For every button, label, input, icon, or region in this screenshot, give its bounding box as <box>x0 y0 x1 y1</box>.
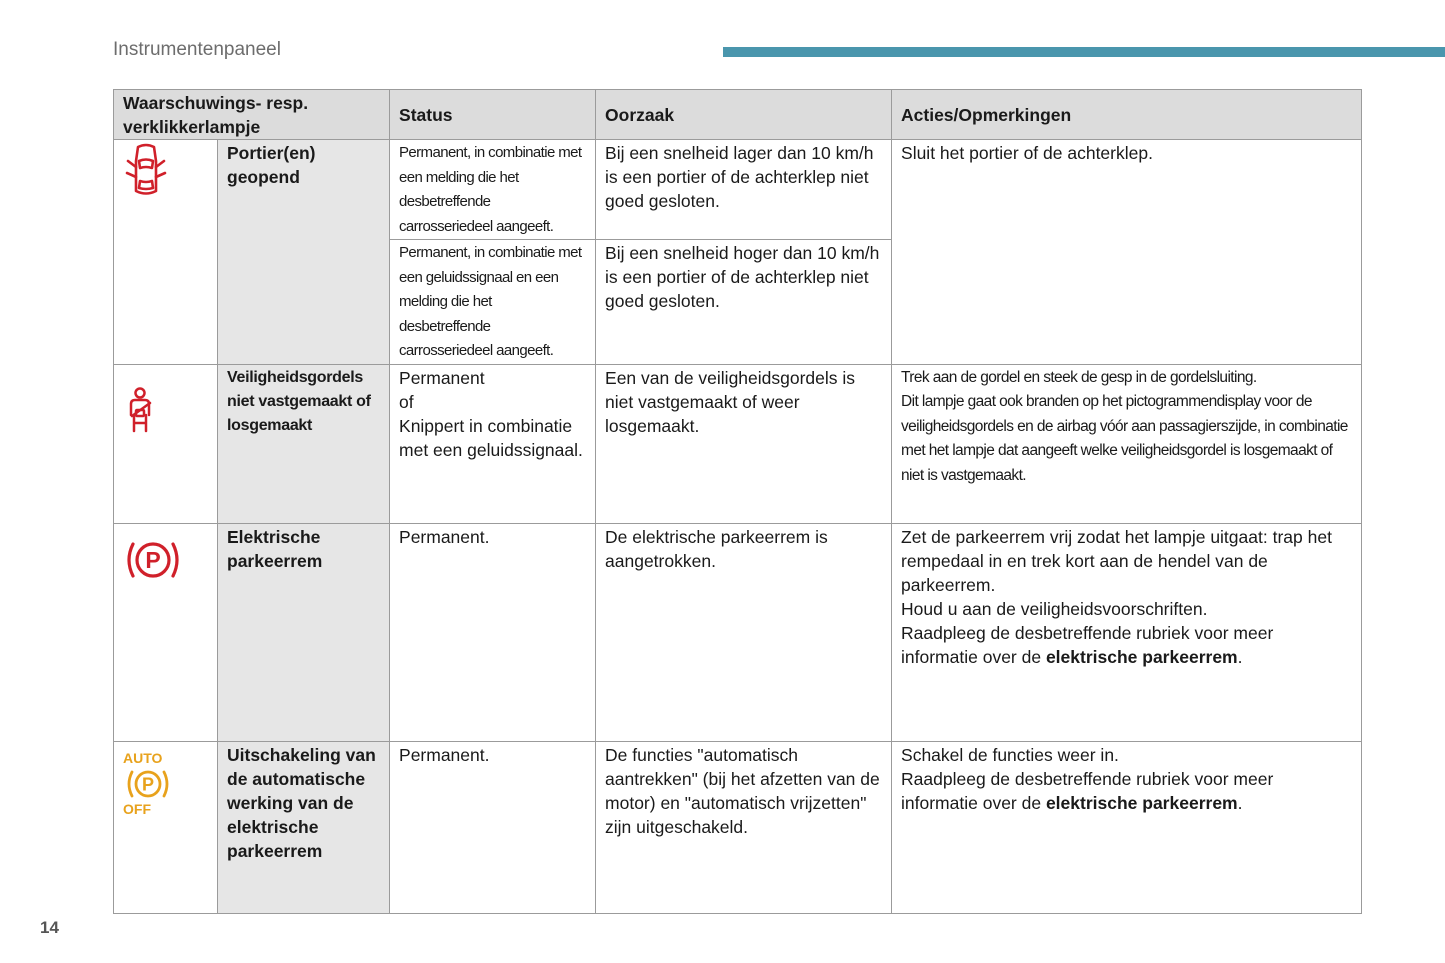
lamp-name: Uitschakeling van de automatische werking van de elektrische parkeerrem <box>218 741 390 913</box>
actions-text: . <box>1237 646 1243 667</box>
door-open-icon <box>123 141 169 199</box>
header-lamp: Waarschuwings- resp. verklikkerlampje <box>114 90 390 140</box>
off-label: OFF <box>123 800 151 817</box>
actions-line: Zet de parkeerrem vrij zodat het lampje uitgaat: trap het rempedaal in en trek kort aan de hendel van de parkeerrem. <box>901 526 1332 595</box>
status-cell: Permanent, in combinatie met een melding die het desbetreffende carrosseriedeel aangeeft. <box>390 140 596 240</box>
svg-text:P: P <box>141 774 155 794</box>
auto-brake-icon-cell <box>114 741 218 913</box>
actions-cell <box>892 741 1362 913</box>
actions-cell: Sluit het portier of de achterklep. <box>892 140 1362 365</box>
actions-line: Trek aan de gordel en steek de gesp in de gordelsluiting. <box>901 368 1257 386</box>
parking-p-icon <box>123 767 173 801</box>
auto-parking-brake-off-icon <box>123 751 173 817</box>
status-cell: Permanent, in combinatie met een geluidssignaal en een melding die het desbetreffende carrosseriedeel aangeeft. <box>390 240 596 365</box>
warning-lamp-table <box>113 89 1362 914</box>
actions-line: Schakel de functies weer in. <box>901 744 1119 765</box>
actions-text: Raadpleeg de desbetreffende rubriek voor meer informatie over de <box>901 622 1274 667</box>
actions-cell <box>892 523 1362 741</box>
status-cell <box>390 364 596 523</box>
door-icon-cell <box>114 140 218 365</box>
lamp-name: Veiligheidsgordels niet vastgemaakt of losgemaakt <box>218 364 390 523</box>
status-line: Knippert in combinatie met een geluidssignaal. <box>399 415 583 460</box>
status-line: of <box>399 391 414 412</box>
actions-line: Dit lampje gaat ook branden op het pictogrammendisplay voor de veiligheidsgordels en de airbag vóór aan passagierszijde, in combinatie met het lampje dat aangeeft welke veiligheidsgordel is losgemaakt of niet is vastgemaakt. <box>901 393 1348 484</box>
actions-text: Raadpleeg de desbetreffende rubriek voor meer informatie over de <box>901 768 1274 813</box>
auto-label: AUTO <box>123 749 163 766</box>
header-actions: Acties/Opmerkingen <box>892 90 1362 140</box>
seatbelt-icon <box>123 387 157 435</box>
cause-cell: De functies "automatisch aantrekken" (bij het afzetten van de motor) en "automatisch vrijzetten" zijn uitgeschakeld. <box>596 741 892 913</box>
page-number: 14 <box>40 918 59 937</box>
header-cause: Oorzaak <box>596 90 892 140</box>
parking-brake-icon <box>123 536 183 584</box>
lamp-name: Elektrische parkeerrem <box>218 523 390 741</box>
cause-cell: Bij een snelheid lager dan 10 km/h is een portier of de achterklep niet goed gesloten. <box>596 140 892 240</box>
status-cell: Permanent. <box>390 741 596 913</box>
status-line: Permanent <box>399 367 485 388</box>
table-row <box>114 140 1362 240</box>
svg-text:P: P <box>145 546 161 573</box>
header-accent-bar <box>723 47 1445 57</box>
seatbelt-icon-cell <box>114 364 218 523</box>
header-status: Status <box>390 90 596 140</box>
table-row <box>114 364 1362 523</box>
table-row <box>114 741 1362 913</box>
cause-cell: Bij een snelheid hoger dan 10 km/h is een portier of de achterklep niet goed gesloten. <box>596 240 892 365</box>
actions-bold-text: elektrische parkeerrem <box>1045 792 1238 813</box>
actions-line <box>901 767 1352 815</box>
parking-brake-icon-cell <box>114 523 218 741</box>
actions-bold-text: elektrische parkeerrem <box>1045 646 1238 667</box>
actions-text: . <box>1237 792 1243 813</box>
status-cell: Permanent. <box>390 523 596 741</box>
cause-cell: De elektrische parkeerrem is aangetrokken. <box>596 523 892 741</box>
section-title: Instrumentenpaneel <box>113 39 281 60</box>
lamp-name: Portier(en) geopend <box>218 140 390 365</box>
table-header-row <box>114 90 1362 140</box>
actions-line: Houd u aan de veiligheidsvoorschriften. <box>901 598 1208 619</box>
cause-cell: Een van de veiligheidsgordels is niet vastgemaakt of weer losgemaakt. <box>596 364 892 523</box>
actions-cell <box>892 364 1362 523</box>
actions-line <box>901 621 1352 669</box>
table-row <box>114 523 1362 741</box>
